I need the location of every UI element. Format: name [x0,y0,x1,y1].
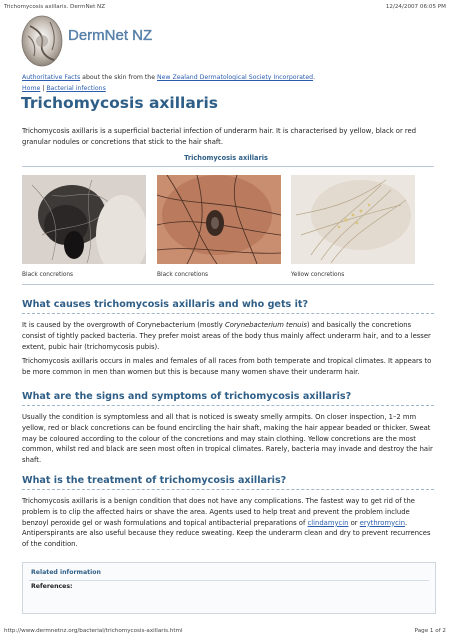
brand-name: DermNet NZ [68,27,153,44]
section-heading-causes: What causes trichomycosis axillaris and who gets it? [22,299,309,310]
brand-name-wordmark[interactable] [68,26,168,44]
section-heading-symptoms: What are the signs and symptoms of trichomycosis axillaris? [22,391,352,402]
treatment-paragraph: Trichomycosis axillaris is a benign condition that does not have any complications. The fastest way to get rid of the problem is to clip the affected hairs or shave the area. Agents used to help treat and prevent the problem include benzoyl peroxide gel or wash formulations and topical antibacterial preparations of clindamycin or erythromycin. Antiperspirants are also useful because they reduce sweating. Keep the underarm clean and dry to prevent recurrences of the condition. [22,497,431,549]
figure-title: Trichomycosis axillaris [184,154,268,162]
photo-yellow-concretions[interactable] [291,175,415,264]
intro-paragraph: Trichomycosis axillaris is a superficial bacterial infection of underarm hair. It is characterised by yellow, black or red granular nodules or concretions that stick to the hair shaft. [22,127,417,146]
print-header-title: Trichomycosis axillaris. DermNet NZ [4,4,106,10]
photo-black-concretions-2[interactable] [157,175,281,264]
section-divider [22,313,434,314]
photo-caption-3: Yellow concretions [291,272,345,278]
nzds-link[interactable]: New Zealand Dermatological Society Incorporated [157,74,314,81]
related-information-box [22,562,436,614]
symptoms-paragraph: Usually the condition is symptomless and all that is noticed is sweaty smelly armpits. On closer inspection, 1–2 mm yellow, red or black concretions can be found encircling the hair shaft, making the hair appear beaded or thicker. Sweat may be coloured according to the colour of the concretions and may stain clothing. Yellow concretions are the most common, whilst red and black are seen most often in tropical climates. Rarely, bacteria may invade and destroy the hair shaft. [22,413,433,465]
print-footer-page: Page 1 of 2 [414,628,446,634]
photo-black-concretions-1[interactable] [22,175,146,264]
breadcrumb-separator: | [40,85,47,92]
section-heading-treatment: What is the treatment of trichomycosis axillaris? [22,475,287,486]
causes-paragraph-2: Trichomycosis axillaris occurs in males and females of all races from both temperate and tropical climates. It appears to be more common in men than women but this is because many women shave their underarm hair. [22,357,432,376]
figure-bottom-rule [22,284,434,285]
breadcrumb [22,85,106,92]
figure-top-rule [22,166,434,167]
related-divider [29,580,429,581]
related-information-title: Related information [31,569,101,576]
dermnet-logo[interactable] [20,14,64,72]
photo-caption-2: Black concretions [157,272,209,278]
page-title: Trichomycosis axillaris [21,94,218,112]
causes-paragraph-1: It is caused by the overgrowth of Corynebacterium (mostly Corynebacterium tenuis) and basically the concretions consist of tightly packed bacteria. They prefer moist areas of the body thus mainly affect underarm hair, and to a lesser extent, pubic hair (trichomycosis pubis). [22,321,431,351]
breadcrumb-home-link[interactable]: Home [22,85,41,92]
print-header-timestamp: 12/24/2007 06:05 PM [385,4,446,10]
section-divider [22,405,434,406]
tagline-period: . [313,74,316,81]
print-footer-url: http://www.dermnetnz.org/bacterial/trichomycosis-axillaris.html [4,628,183,634]
breadcrumb-bacterial-infections-link[interactable]: Bacterial infections [46,85,106,92]
species-name: Corynebacterium tenuis [224,321,307,329]
section-divider [22,489,434,490]
tagline-text: about the skin from the [80,74,157,81]
photo-caption-1: Black concretions [22,272,74,278]
references-label: References: [31,583,73,590]
clindamycin-link[interactable]: clindamycin [307,518,349,527]
authoritative-facts-link[interactable]: Authoritative Facts [22,74,81,81]
erythromycin-link[interactable]: erythromycin [359,518,406,527]
tagline [22,74,315,81]
